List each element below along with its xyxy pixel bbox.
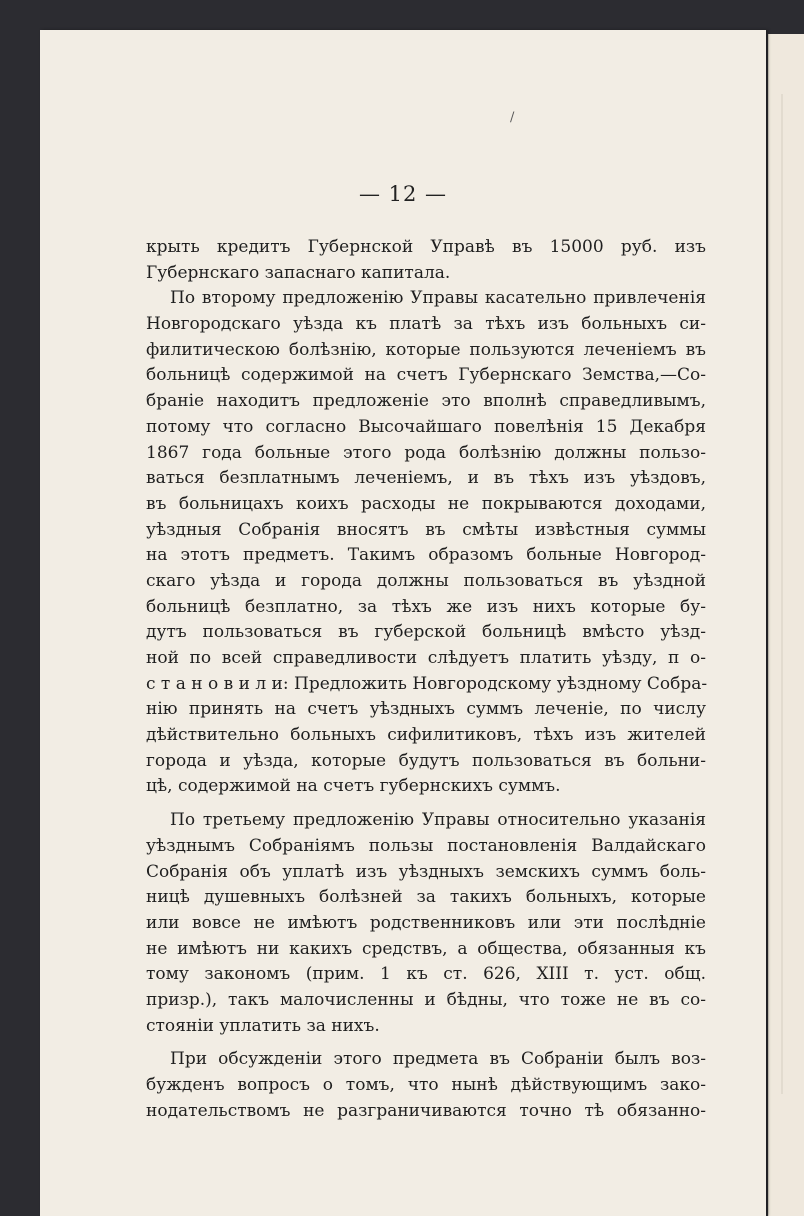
adjacent-page-edge (768, 34, 804, 1216)
text-line: скаго уѣзда и города должны пользоваться въ уѣздной (146, 570, 706, 591)
pencil-mark: / (510, 110, 515, 125)
text-line: браніе находитъ предложеніе это вполнѣ справедливымъ, (146, 391, 706, 412)
text-line: въ больницахъ коихъ расходы не покрываются доходами, (146, 493, 706, 514)
text-line: крыть кредитъ Губернской Управѣ въ 15000 руб. изъ (146, 237, 706, 257)
text-line: города и уѣзда, которые будутъ пользоваться въ больни- (146, 750, 706, 771)
paragraph-gap (146, 1039, 706, 1047)
text-line: тому закономъ (прим. 1 къ ст. 626, XIII т. уст. общ. (146, 964, 706, 985)
text-line: Собранія объ уплатѣ изъ уѣздныхъ земскихъ суммъ боль- (146, 861, 706, 882)
text-line: потому что согласно Высочайшаго повелѣнія 15 Декабря (146, 416, 706, 437)
text-line: цѣ, содержимой на счетъ губернскихъ суммъ. (146, 776, 561, 797)
text-line: Новгородскаго уѣзда къ платѣ за тѣхъ изъ больныхъ си- (146, 314, 706, 335)
text-line: По третьему предложенію Управы относительно указанія (170, 810, 706, 831)
paragraph-gap (146, 800, 706, 808)
text-line: больницѣ содержимой на счетъ Губернскаго Земства,—Со- (146, 365, 706, 386)
text-line: призр.), такъ малочисленны и бѣдны, что тоже не въ со- (146, 989, 706, 1010)
page-fold-line (781, 94, 783, 1094)
text-line: на этотъ предметъ. Такимъ образомъ больные Новгород- (146, 545, 706, 566)
document-page (40, 30, 766, 1216)
text-line: уѣздныя Собранія вносятъ въ смѣты извѣстныя суммы (146, 519, 706, 540)
text-line: уѣзднымъ Собраніямъ пользы постановленія Валдайскаго (146, 835, 706, 856)
text-line: филитическою болѣзнію, которые пользуются леченіемъ въ (146, 339, 706, 360)
text-line: стояніи уплатить за нихъ. (146, 1015, 380, 1036)
text-line: не имѣютъ ни какихъ средствъ, а общества, обязанныя къ (146, 938, 706, 959)
text-line: По второму предложенію Управы касательно привлеченія (170, 288, 706, 309)
text-line: При обсужденіи этого предмета въ Собраніи былъ воз- (170, 1049, 706, 1070)
text-line: больницѣ безплатно, за тѣхъ же изъ нихъ которые бу- (146, 596, 706, 617)
text-line: с т а н о в и л и: Предложить Новгородскому уѣздному Собра- (146, 673, 708, 694)
text-line: дутъ пользоваться въ губерской больницѣ вмѣсто уѣзд- (146, 622, 706, 643)
body-text (146, 235, 706, 1124)
text-line: бужденъ вопросъ о томъ, что нынѣ дѣйствующимъ зако- (146, 1075, 706, 1095)
text-line: ной по всей справедливости слѣдуетъ платить уѣзду, п о- (146, 648, 706, 668)
text-line: ницѣ душевныхъ болѣзней за такихъ больныхъ, которые (146, 887, 706, 908)
text-line: нію принять на счетъ уѣздныхъ суммъ леченіе, по числу (146, 699, 706, 720)
text-line: дѣйствительно больныхъ сифилитиковъ, тѣхъ изъ жителей (146, 725, 706, 746)
text-line: Губернскаго запаснаго капитала. (146, 262, 451, 283)
text-line: 1867 года больные этого рода болѣзнію должны пользо- (146, 442, 706, 463)
text-line: или вовсе не имѣютъ родственниковъ или эти послѣдніе (146, 912, 706, 933)
text-line: ваться безплатнымъ леченіемъ, и въ тѣхъ изъ уѣздовъ, (146, 468, 706, 489)
page-number: — 12 — (358, 182, 448, 206)
text-line: нодательствомъ не разграничиваются точно тѣ обязанно- (146, 1100, 706, 1121)
